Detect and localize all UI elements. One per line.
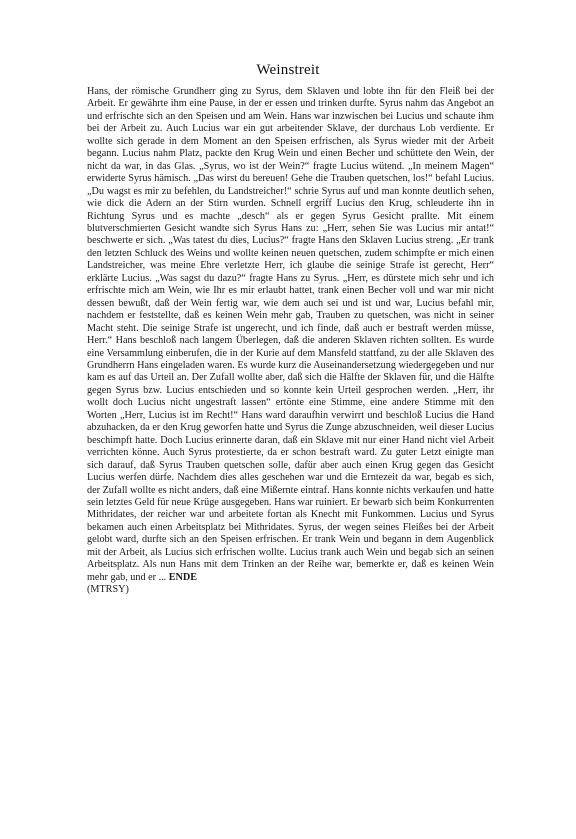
end-label: ENDE: [168, 571, 198, 583]
author-signature: (MTRSY): [87, 584, 129, 596]
body-paragraph: Hans, der römische Grundherr ging zu Syrus, dem Sklaven und lobte ihn für den Fleiß bei der Arbeit. Er gewährte ihm eine Pause, in der er essen und trinken durfte. Syrus nahm das Angebot an und erfrischte sich an den Speisen und am Wein. Hans war inzwischen bei Lucius und schaute ihm bei der Arbeit zu. Auch Lucius war ein gut arbeitender Sklave, der durchaus Lob verdiente. Er wollte sich gerade in dem Moment an den Speisen erfrischen, als Syrus wieder mit der Arbeit begann. Lucius nahm Platz, packte den Krug Wein und einen Becher und schüttete den Wein, der nicht da war, in das Glas. „Syrus, wo ist der Wein?“ fragte Lucius wütend. „In meinem Magen“ erwiderte Syrus hämisch. „Das wirst du bereuen! Gehe die Trauben quetschen, los!“ befahl Lucius. „Du wagst es mir zu befehlen, du Landstreicher!“ schrie Syrus auf und man konnte deutlich sehen, wie dick die Adern an der Stirn wurden. Schnell ergriff Lucius den Krug, schleuderte ihn in Richtung Syrus und es machte „desch“ als er gegen Syrus Gesicht prallte. Mit einem blutverschmierten Gesicht wandte sich Syrus Hans zu: „Herr, sehen Sie was Lucius mir antat!“ beschwerte er sich. „Was tatest du dies, Lucius?“ fragte Hans den Sklaven Lucius streng. „Er trank den letzten Schluck des Weins und wollte keinen neuen quetschen, zudem schimpfte er mich einen Landstreicher, was meine Ehre verletzte Herr, ich glaube die seinige Strafe ist gerecht, Herr“ erklärte Lucius. „Was sagst du dazu?“ fragte Hans zu Syrus. „Herr, es dürstete mich sehr und ich erfrischte mich am Wein, wie Ihr es mir erlaubt hattet, trank einen Becher voll und war mir nicht dessen bewußt, daß der Wein fertig war, wie dem auch sei und ist und war, Lucius befahl mir, nachdem er feststellte, daß es keinen Wein mehr gab, Trauben zu quetschen, was nicht in seiner Macht steht. Die seinige Strafe ist ungerecht, und ich finde, daß auch er bestraft werden müsse, Herr.“ Hans beschloß nach langem Überlegen, daß die anderen Sklaven richten sollten. Es wurde eine Versammlung einberufen, die in der Kurie auf dem Mansfeld stattfand, zu der alle Sklaven des Grundherrn Hans eingeladen waren. Es wurde kurz die Auseinandersetzung wiedergegeben und nur kam es auf das Urteil an. Der Zufall wollte aber, daß sich die Hälfte der Sklaven für, und die Hälfte gegen Syrus bzw. Lucius entschieden und so konnte kein Urteil gesprochen werden. „Herr, ihr wollt doch Lucius nicht ungestraft lassen“ ertönte eine Stimme, eine andere Stimme mit den Worten „Herr, Lucius ist im Recht!“ Hans ward daraufhin verwirrt und beschloß Lucius die Hand abzuhacken, da er den Krug geworfen hatte und Syrus die Zunge abzuschneiden, weil dieser Lucius beschimpft hatte. Doch Lucius erinnerte daran, daß ein Sklave mit nur einer Hand nicht viel Arbeit verrichten könne. Auch Syrus protestierte, da er schon bestraft ward. Zu guter Letzt einigte man sich darauf, daß Syrus Trauben quetschen solle, dafür aber auch einen Krug gegen das Gesicht Lucius werfen dürfe. Nachdem dies alles geschehen war und die Erntezeit da war, begab es sich, der Zufall wollte es nicht anders, daß eine Mißernte eintraf. Hans konnte nichts verkaufen und hatte sein letztes Geld für neue Krüge ausgegeben. Hans war ruiniert. Er bewarb sich beim Konkurrenten Mithridates, der reicher war und arbeitete fortan als Knecht mit Funkommen. Lucius und Syrus bekamen auch einen Arbeitsplatz bei Mithridates. Syrus, der wegen seines Fleißes bei der Arbeit gelobt ward, durfte sich an den Speisen erfrischen. Er trank Wein und begann in dem Augenblick mit der Arbeit, als Lucius sich erfrischen wollte. Lucius trank auch Wein und begab sich an seinen Arbeitsplatz. Als nun Hans mit dem Trinken an der Reihe war, bemerkte er, daß es keinen Wein mehr gab, und er ...: [87, 86, 494, 583]
document-title: Weinstreit: [256, 62, 320, 78]
document-body: [87, 86, 494, 597]
